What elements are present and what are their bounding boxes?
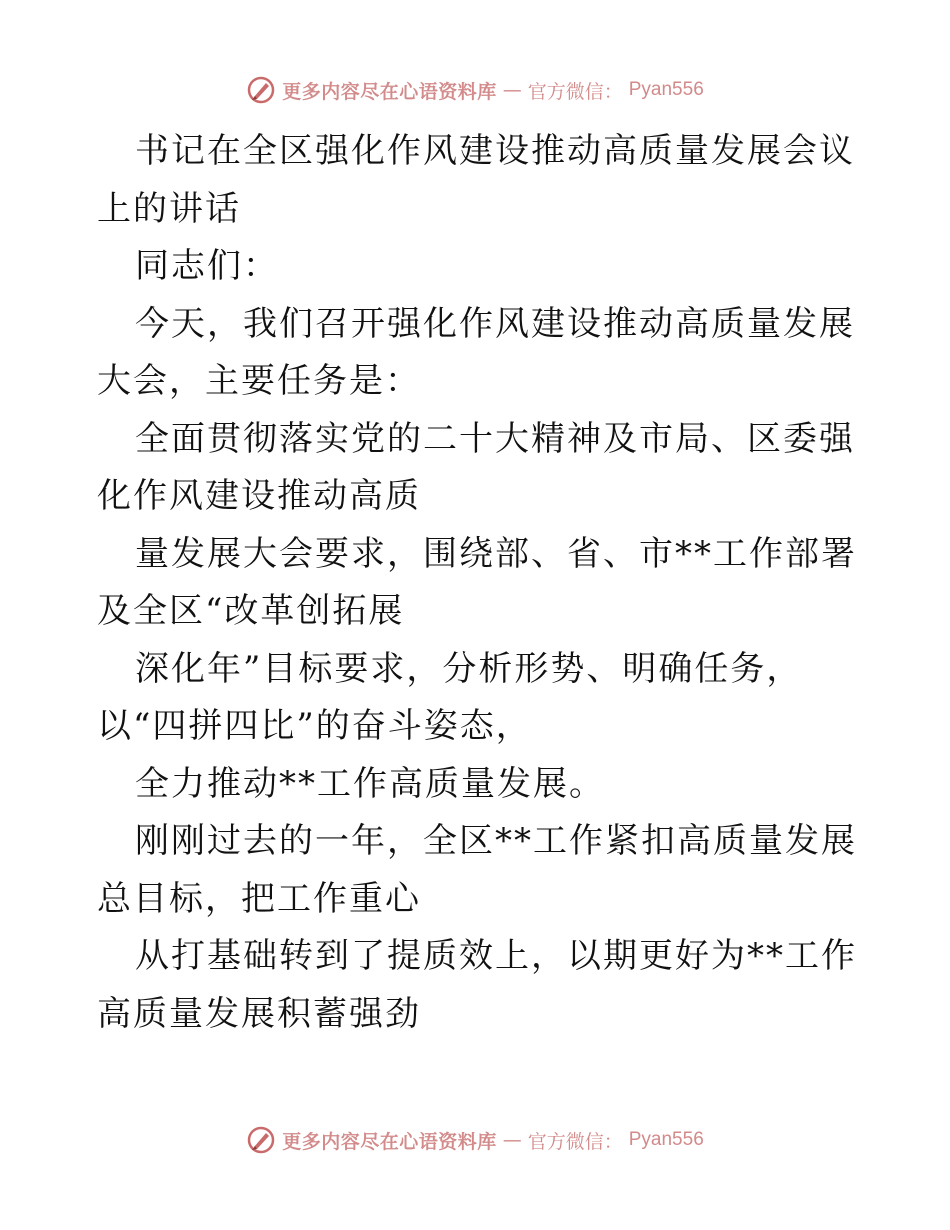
watermark-separator: — (502, 1129, 522, 1151)
paragraph-2: 全面贯彻落实党的二十大精神及市局、区委强化作风建设推动高质 (97, 418, 855, 516)
paragraph-4-part-2: 以“四拼四比”的奋斗姿态， (97, 706, 532, 746)
salutation: 同志们： (135, 246, 279, 286)
watermark-site-name: 更多内容尽在心语资料库 (282, 1130, 497, 1153)
watermark-account: Pyan556 (628, 79, 704, 100)
paragraph-3: 量发展大会要求，围绕部、省、市**工作部署及全区“改革创拓展 (97, 533, 857, 631)
paragraph-1: 今天，我们召开强化作风建设推动高质量发展大会，主要任务是： (97, 303, 855, 401)
watermark-official-label: 官方微信： (527, 80, 623, 103)
footer-watermark (0, 1120, 950, 1160)
paragraph-4-part-1: 深化年”目标要求，分析形势、明确任务， (135, 648, 803, 689)
watermark-site-name: 更多内容尽在心语资料库 (282, 80, 497, 103)
paragraph-7: 从打基础转到了提质效上，以期更好为**工作高质量发展积蓄强劲 (97, 936, 857, 1034)
watermark-separator: — (502, 79, 522, 101)
paragraph-5: 全力推动**工作高质量发展。 (135, 763, 605, 804)
document-title: 书记在全区强化作风建设推动高质量发展会议上的讲话 (97, 131, 855, 229)
header-watermark (0, 70, 950, 110)
pen-circle-logo-icon (246, 75, 276, 105)
document-body (97, 123, 857, 1043)
watermark-account: Pyan556 (628, 1129, 704, 1150)
paragraph-6: 刚刚过去的一年，全区**工作紧扣高质量发展总目标，把工作重心 (97, 821, 857, 919)
pen-circle-logo-icon (246, 1125, 276, 1155)
watermark-official-label: 官方微信： (527, 1130, 623, 1153)
